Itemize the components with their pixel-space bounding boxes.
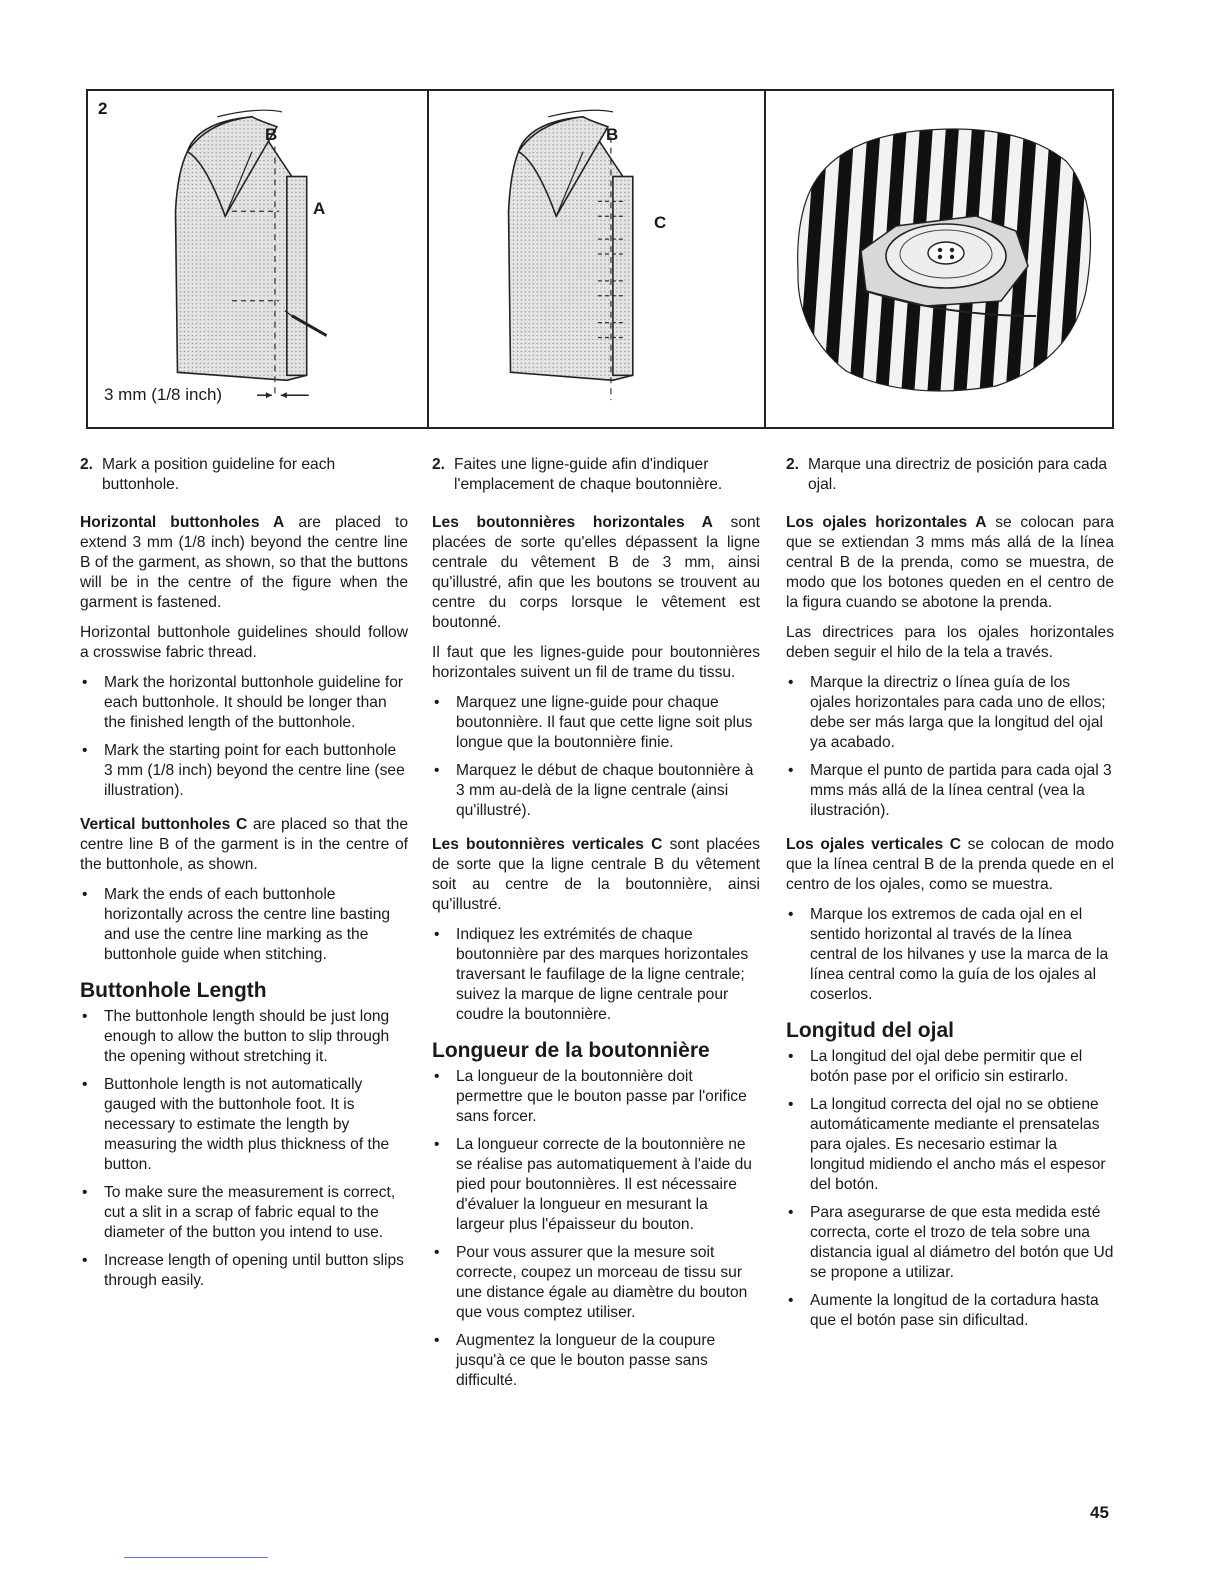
list-item: • To make sure the measurement is correct, cut a slit in a scrap of fabric equal to the diameter of the button you intend to use. (82, 1184, 396, 1241)
label-a: A (313, 199, 326, 218)
french-step: 2. Faites une ligne-guide afin d'indiquer l'emplacement de chaque boutonnière. (432, 456, 723, 493)
list-item: • The buttonhole length should be just long enough to allow the button to slip through the opening without stretching it. (82, 1008, 390, 1065)
french-horizontal-paragraph: Les boutonnières horizontales A sont placées de sorte qu'elles dépassent la ligne centrale du vêtement B de 3 mm, ainsi qu'illustré, afin que les boutons se trouvent au centre du corps lorsque le vêtement est boutonné. (432, 514, 761, 631)
list-item: • La longueur de la boutonnière doit permettre que le bouton passe par l'orifice sans forcer. (434, 1068, 747, 1125)
shirt-horizontal-illustration (88, 91, 427, 427)
list-item: • Marquez une ligne-guide pour chaque boutonnière. Il faut que cette ligne soit plus longue que la boutonnière finie. (434, 694, 753, 751)
footer-divider (124, 1557, 268, 1558)
french-horizontal-guide: Il faut que les lignes-guide pour boutonnières horizontales suivent un fil de trame du tissu. (432, 644, 760, 681)
spanish-vertical-bullets (786, 905, 1114, 1005)
english-vertical-paragraph: Vertical buttonholes C are placed so that the centre line B of the garment is in the centre of the buttonhole, as shown. (80, 816, 409, 873)
measurement-label: 3 mm (1/8 inch) (104, 385, 223, 404)
list-item: • Marque el punto de partida para cada ojal 3 mms más allá de la línea central (vea la ilustración). (788, 762, 1112, 819)
list-item: • La longitud correcta del ojal no se obtiene automáticamente mediante el prensatelas para ojales. Es necesario estimar la longitud midiendo el ancho más el espesor del botón. (788, 1096, 1106, 1193)
french-length-heading: Longueur de la boutonnière (432, 1039, 710, 1062)
spanish-horizontal-guide: Las directrices para los ojales horizontales deben seguir el hilo de la tela a través. (786, 624, 1114, 661)
english-length-heading: Buttonhole Length (80, 979, 267, 1002)
spanish-length-bullets (786, 1047, 1114, 1331)
english-horizontal-paragraph: Horizontal buttonholes A are placed to extend 3 mm (1/8 inch) beyond the centre line B of the garment, as shown, so that the buttons will be in the centre of the figure when the garment is fastened. (80, 514, 408, 611)
english-vertical-bullets (80, 885, 408, 965)
label-b-vertical: B (606, 125, 619, 144)
list-item: • La longueur correcte de la boutonnière ne se réalise pas automatiquement à l'aide du pied pour boutonnières. Il est nécessaire d'évaluer la longueur en mesurant la largeur plus l'épaisseur du bouton. (434, 1136, 752, 1233)
page-number: 45 (1090, 1503, 1109, 1522)
spanish-horizontal-bullets (786, 673, 1114, 821)
figure-panel-vertical (429, 91, 766, 427)
list-item: • Pour vous assurer que la mesure soit correcte, coupez un morceau de tissu sur une distance égale au diamètre du bouton que vous comptez utiliser. (434, 1244, 748, 1321)
list-item: • Mark the starting point for each buttonhole 3 mm (1/8 inch) beyond the centre line (see illustration). (82, 742, 405, 799)
list-item: • Marquez le début de chaque boutonnière à 3 mm au-delà de la ligne centrale (ainsi qu'illustré). (434, 762, 754, 819)
label-b: B (265, 125, 278, 144)
english-length-bullets (80, 1007, 408, 1291)
list-item: • Para asegurarse de que esta medida esté correcta, corte el trozo de tela sobre una distancia igual al diámetro del botón que Ud se propone a utilizar. (788, 1204, 1114, 1281)
french-column (432, 455, 760, 1405)
english-step: 2. Mark a position guideline for each buttonhole. (80, 456, 336, 493)
spanish-vertical-paragraph: Los ojales verticales C se colocan de modo que la línea central B de la prenda quede en el centro de los ojales, como se muestra. (786, 836, 1114, 893)
french-horizontal-bullets (432, 693, 760, 821)
english-horizontal-guide: Horizontal buttonhole guidelines should follow a crosswise fabric thread. (80, 624, 408, 661)
english-column (80, 455, 408, 1305)
label-c: C (654, 213, 667, 232)
list-item: • Marque la directriz o línea guía de los ojales horizontales para cada uno de ellos; debe ser más larga que la longitud del ojal ya acabado. (788, 674, 1106, 751)
list-item: • Augmentez la longueur de la coupure jusqu'à ce que le bouton passe sans difficulté. (434, 1332, 716, 1389)
english-horizontal-bullets (80, 673, 408, 801)
french-vertical-bullets (432, 925, 760, 1025)
figure-2 (86, 89, 1114, 429)
figure-panel-button-photo (766, 91, 1112, 427)
figure-number: 2 (98, 99, 108, 118)
list-item: • Increase length of opening until button slips through easily. (82, 1252, 404, 1289)
list-item: • Aumente la longitud de la cortadura hasta que el botón pase sin dificultad. (788, 1292, 1099, 1329)
shirt-vertical-illustration (429, 91, 764, 427)
spanish-column (786, 455, 1114, 1345)
french-length-bullets (432, 1067, 760, 1391)
figure-panel-horizontal (88, 91, 429, 427)
list-item: • Buttonhole length is not automatically gauged with the buttonhole foot. It is necessary to estimate the length by measuring the width plus thickness of the button. (82, 1076, 390, 1173)
spanish-step: 2. Marque una directriz de posición para cada ojal. (786, 456, 1108, 493)
list-item: • La longitud del ojal debe permitir que el botón pase por el orificio sin estirarlo. (788, 1048, 1083, 1085)
list-item: • Mark the ends of each buttonhole horizontally across the centre line basting and use the centre line marking as the buttonhole guide when stitching. (82, 886, 391, 963)
list-item: • Marque los extremos de cada ojal en el sentido horizontal al través de la línea central de los hilvanes y use la marca de la línea central como la guía de los ojales al coserlos. (788, 906, 1109, 1003)
spanish-length-heading: Longitud del ojal (786, 1019, 954, 1042)
spanish-horizontal-paragraph: Los ojales horizontales A se colocan para que se extiendan 3 mms más allá de la línea central B de la prenda, como se muestra, de modo que los botones queden en el centro de la figura cuando se abotone la prenda. (786, 514, 1114, 611)
list-item: • Indiquez les extrémités de chaque boutonnière par des marques horizontales traversant le faufilage de la ligne centrale; suivez la marque de ligne centrale pour coudre la boutonnière. (434, 926, 749, 1023)
french-vertical-paragraph: Les boutonnières verticales C sont placées de sorte que la ligne centrale B du vêtement soit au centre de la boutonnière, ainsi qu'illustré. (432, 836, 760, 913)
list-item: • Mark the horizontal buttonhole guideline for each buttonhole. It should be longer than the finished length of the buttonhole. (82, 674, 404, 731)
button-through-buttonhole-illustration (766, 91, 1112, 427)
